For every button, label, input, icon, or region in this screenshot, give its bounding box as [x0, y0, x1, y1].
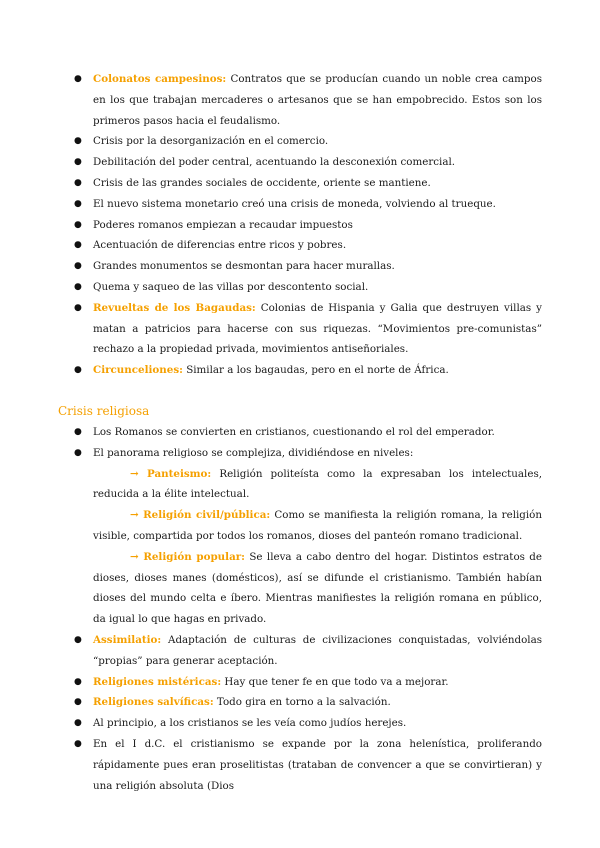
- bullet-icon: ●: [74, 281, 82, 292]
- list-item: [0, 422, 600, 443]
- list-item: [0, 69, 600, 131]
- item-text: Contratos que se producían cuando un noble crea campos en los que trabajan mercaderes o artesanos que se han empobrecido. Estos son los primeros pasos hacia el feudalismo.: [93, 73, 542, 127]
- item-text: Colonias de Hispania y Galia que destruyen villas y matan a patricios para hacerse con sus riquezas. “Movimientos pre-comunistas” rechazo a la propiedad privada, movimientos antiseñoriales.: [93, 301, 542, 356]
- bullet-icon: ●: [74, 157, 82, 168]
- list-item: [0, 692, 600, 713]
- bullet-icon: ●: [74, 261, 82, 272]
- term-label: Assimilatio:: [93, 633, 162, 646]
- bullet-icon: ●: [74, 365, 82, 376]
- list-item: [0, 360, 600, 381]
- list-item: [0, 443, 600, 464]
- term-label: Colonatos campesinos:: [93, 73, 227, 85]
- list-item: [0, 235, 600, 256]
- item-text: En el I d.C. el cristianismo se expande por la zona helenística, proliferando rápidamente pues eran proselitistas (trataban de convencer a que se convirtieran) y una religión absoluta (Dios: [93, 737, 542, 792]
- item-text: Religión politeísta como la expresaban los intelectuales, reducida a la élite intelectual.: [93, 467, 542, 501]
- bullet-icon: ●: [74, 198, 82, 209]
- list-item: [0, 256, 600, 277]
- list-item: [0, 672, 600, 693]
- item-text: Similar a los bagaudas, pero en el norte de África.: [182, 364, 449, 377]
- list-item: [0, 713, 600, 734]
- term-label: Religiones salvíficas:: [93, 696, 214, 709]
- list-item: [0, 298, 600, 360]
- item-text: Crisis por la desorganización en el comercio.: [93, 135, 329, 148]
- term-label: Religiones mistéricas:: [93, 675, 222, 688]
- arrow-term-label: → Religión civil/pública:: [130, 509, 271, 522]
- bullet-icon: ●: [74, 177, 82, 188]
- bullet-icon: ●: [74, 634, 82, 645]
- term-label: Revueltas de los Bagaudas:: [93, 301, 256, 314]
- section-heading: Crisis religiosa: [58, 404, 150, 418]
- sublevel-item: [0, 547, 600, 630]
- list-item: [0, 131, 600, 152]
- sublevel-item: [0, 464, 600, 506]
- item-text: Hay que tener fe en que todo va a mejorar.: [221, 675, 449, 688]
- item-text: El panorama religioso se complejiza, dividiéndose en niveles:: [93, 446, 414, 459]
- sublevel-item: [0, 505, 600, 547]
- item-text: Se lleva a cabo dentro del hogar. Distintos estratos de dioses, dioses manes (domésticos), así se difunde el cristianismo. También habían dioses del mundo celta e íbero. Mientras manifiestes la religión romana en público, da igual lo que hagas en privado.: [93, 550, 542, 626]
- bullet-icon: ●: [74, 738, 82, 749]
- bullet-icon: ●: [74, 447, 82, 458]
- bullet-icon: ●: [74, 676, 82, 687]
- bullet-icon: ●: [74, 427, 82, 437]
- item-text: Los Romanos se convierten en cristianos, cuestionando el rol del emperador.: [93, 426, 495, 438]
- bullet-icon: ●: [74, 718, 82, 729]
- religious-crisis-list: [0, 422, 600, 796]
- bullet-icon: ●: [74, 240, 82, 251]
- item-text: Quema y saqueo de las villas por descontento social.: [93, 280, 369, 293]
- item-text: Debilitación del poder central, acentuando la desconexión comercial.: [93, 156, 456, 169]
- item-text: Adaptación de culturas de civilizaciones conquistadas, volviéndolas “propias” para generar aceptación.: [93, 633, 542, 667]
- item-text: Grandes monumentos se desmontan para hacer murallas.: [93, 260, 395, 273]
- list-item: [0, 173, 600, 194]
- item-text: El nuevo sistema monetario creó una crisis de moneda, volviendo al trueque.: [93, 197, 496, 210]
- item-text: Acentuación de diferencias entre ricos y pobres.: [93, 239, 347, 252]
- list-item: [0, 734, 600, 796]
- list-item: [0, 277, 600, 298]
- item-text: Como se manifiesta la religión romana, la religión visible, compartida por todos los romanos, dioses del panteón romano tradicional.: [93, 509, 542, 542]
- item-text: Todo gira en torno a la salvación.: [213, 696, 391, 709]
- item-text: Crisis de las grandes sociales de occidente, oriente se mantiene.: [93, 176, 431, 189]
- list-item: [0, 152, 600, 173]
- bullet-icon: ●: [74, 302, 82, 313]
- list-item: [0, 630, 600, 672]
- list-item: [0, 215, 600, 236]
- list-item: [0, 194, 600, 215]
- arrow-term-label: → Panteismo:: [130, 467, 212, 480]
- bullet-icon: ●: [74, 136, 82, 147]
- item-text: Poderes romanos empiezan a recaudar impuestos: [93, 218, 353, 231]
- term-label: Circunceliones:: [93, 364, 183, 377]
- item-text: Al principio, a los cristianos se les veía como judíos herejes.: [93, 717, 407, 730]
- economic-crisis-list: [0, 69, 600, 381]
- bullet-icon: ●: [74, 697, 82, 708]
- arrow-term-label: → Religión popular:: [130, 550, 245, 563]
- bullet-icon: ●: [74, 219, 82, 230]
- bullet-icon: ●: [74, 74, 82, 84]
